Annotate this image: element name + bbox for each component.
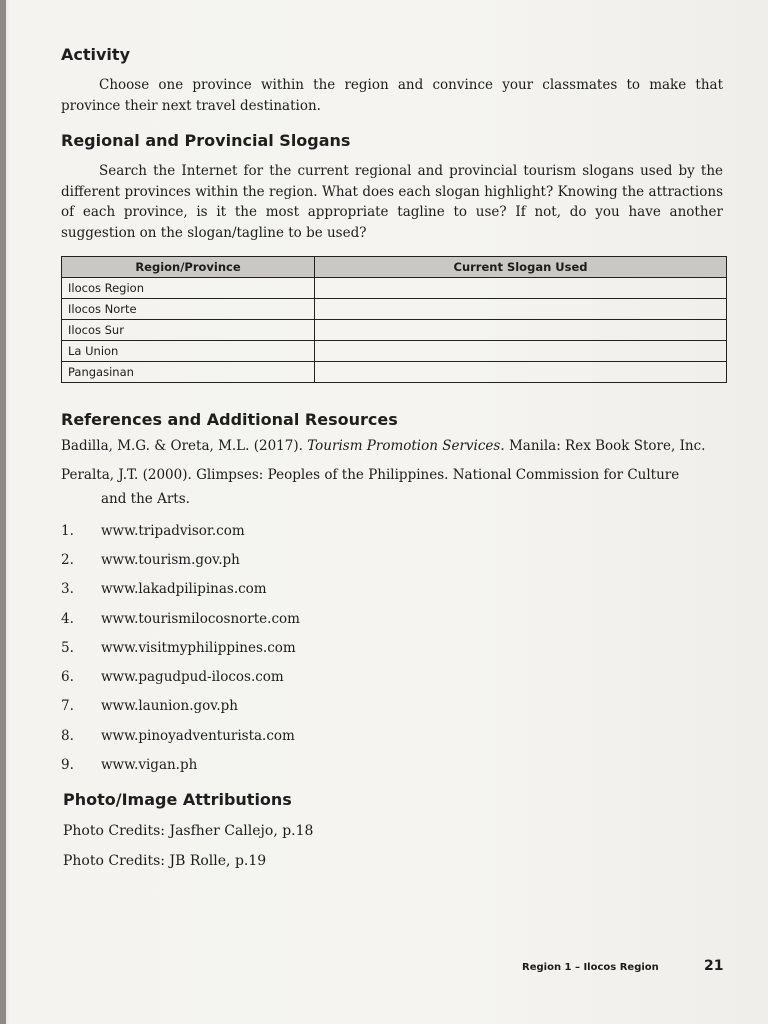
list-number: 7. [61, 698, 74, 715]
reference-link: www.launion.gov.ph [101, 698, 238, 715]
table-row [62, 299, 727, 320]
list-item [61, 545, 561, 574]
reference-peralta [61, 463, 731, 511]
table-cell-slogan [315, 362, 727, 383]
list-number: 2. [61, 551, 74, 568]
table-row [62, 362, 727, 383]
reference-peralta-line2: and the Arts. [101, 491, 190, 507]
photo-credit: Photo Credits: Jasfher Callejo, p.18 [63, 823, 314, 839]
activity-text: Choose one province within the region and convince your classmates to make that province their next travel destination. [61, 77, 723, 114]
references-heading: References and Additional Resources [61, 410, 398, 429]
reference-link: www.lakadpilipinas.com [101, 581, 267, 598]
table-cell-region: Ilocos Norte [62, 299, 315, 320]
list-number: 8. [61, 727, 74, 744]
list-item [61, 662, 561, 691]
table-header-row [62, 257, 727, 278]
reference-badilla-title: Tourism Promotion Services. [307, 438, 505, 454]
reference-badilla [61, 434, 731, 458]
table-cell-region: La Union [62, 341, 315, 362]
table-cell-region: Pangasinan [62, 362, 315, 383]
reference-peralta-line1: Peralta, J.T. (2000). Glimpses: Peoples of the Philippines. National Commission for Culture [61, 467, 680, 483]
column-header-region: Region/Province [62, 257, 315, 278]
list-item [61, 516, 561, 545]
reference-link: www.vigan.ph [101, 757, 198, 774]
list-item [61, 575, 561, 604]
reference-badilla-authors: Badilla, M.G. & Oreta, M.L. (2017). [61, 438, 303, 454]
list-item [61, 750, 561, 779]
list-number: 5. [61, 639, 74, 656]
list-number: 4. [61, 610, 74, 627]
table-cell-slogan [315, 299, 727, 320]
reference-link: www.visitmyphilippines.com [101, 639, 296, 656]
reference-link: www.pagudpud-ilocos.com [101, 669, 284, 686]
reference-link-list [61, 516, 561, 780]
reference-link: www.pinoyadventurista.com [101, 727, 295, 744]
table-cell-slogan [315, 278, 727, 299]
table-row [62, 320, 727, 341]
slogans-heading: Regional and Provincial Slogans [61, 131, 351, 150]
list-number: 1. [61, 522, 74, 539]
slogans-table [61, 256, 727, 383]
table-cell-slogan [315, 320, 727, 341]
photo-credit: Photo Credits: JB Rolle, p.19 [63, 853, 267, 869]
table-cell-slogan [315, 341, 727, 362]
page-edge [0, 0, 6, 1024]
list-item [61, 604, 561, 633]
footer-region-title: Region 1 – Ilocos Region [522, 962, 659, 973]
slogans-text: Search the Internet for the current regional and provincial tourism slogans used by the different provinces within the region. What does each slogan highlight? Knowing the attractions of each province, is it the most appropriate tagline to use? If not, do you have another suggestion on the slogan/tagline to be used? [61, 163, 723, 241]
list-item [61, 721, 561, 750]
activity-heading: Activity [61, 45, 130, 64]
table-row [62, 341, 727, 362]
reference-link: www.tourism.gov.ph [101, 551, 240, 568]
reference-link: www.tripadvisor.com [101, 522, 245, 539]
list-item [61, 692, 561, 721]
column-header-slogan: Current Slogan Used [315, 257, 727, 278]
reference-link: www.tourismilocosnorte.com [101, 610, 300, 627]
reference-badilla-publisher: Manila: Rex Book Store, Inc. [508, 438, 706, 454]
list-number: 9. [61, 757, 74, 774]
table-row [62, 278, 727, 299]
table-cell-region: Ilocos Region [62, 278, 315, 299]
table-cell-region: Ilocos Sur [62, 320, 315, 341]
list-number: 3. [61, 581, 74, 598]
page-number: 21 [704, 958, 724, 974]
list-number: 6. [61, 669, 74, 686]
list-item [61, 633, 561, 662]
attributions-heading: Photo/Image Attributions [63, 790, 292, 809]
